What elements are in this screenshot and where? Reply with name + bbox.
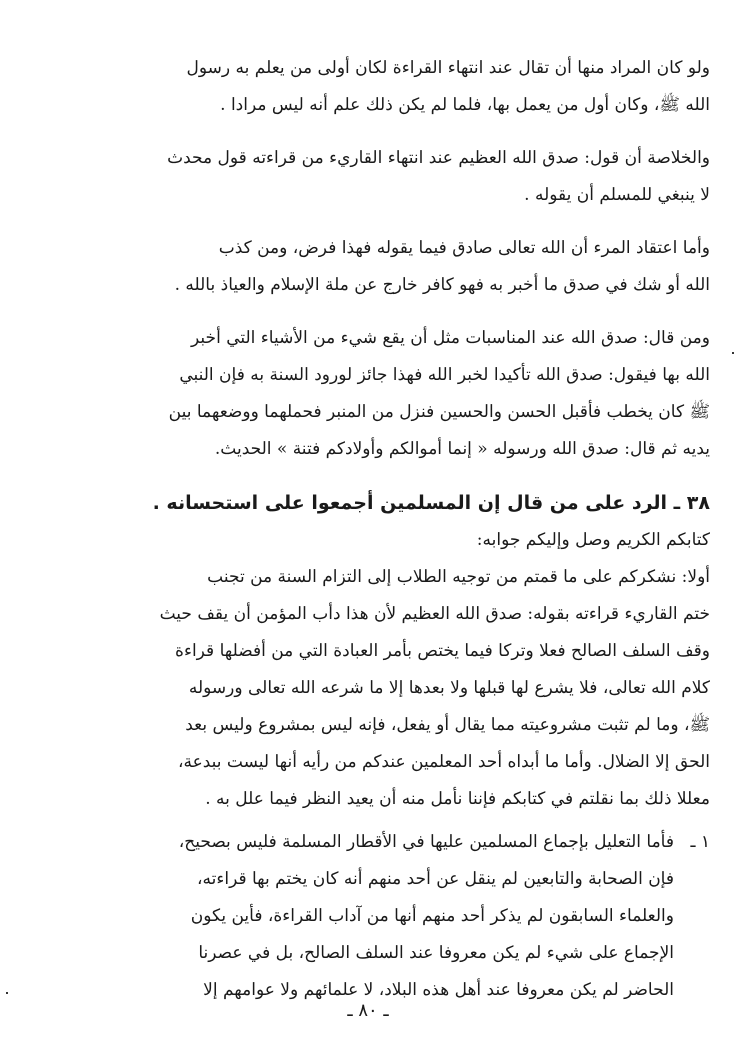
text-line: لا ينبغي للمسلم أن يقوله . — [524, 185, 710, 205]
paragraph-2 — [70, 140, 710, 214]
answer-block — [70, 522, 710, 818]
scan-speck — [732, 352, 734, 354]
text-line: معللا ذلك بما نقلتم في كتابكم فإننا نأمل منه أن يعيد النظر فيما علل به . — [205, 789, 710, 809]
text-line: وأما اعتقاد المرء أن الله تعالى صادق فيما يقوله فهذا فرض، ومن كذب — [218, 238, 710, 258]
text-line: الحق إلا الضلال. وأما ما أبداه أحد المعلمين عندكم من رأيه أنها ليست ببدعة، — [178, 752, 710, 772]
text-line: الله بها فيقول: صدق الله تأكيدا لخبر الله فهذا جائز لورود السنة به فإن النبي — [179, 365, 710, 385]
page-number: ـ ٨٠ ـ — [347, 1000, 389, 1021]
list-item — [70, 824, 710, 1009]
text-line — [70, 824, 710, 861]
text-line: كلام الله تعالى، فلا يشرع لها قبلها ولا بعدها إلا ما شرعه الله تعالى ورسوله — [188, 678, 710, 698]
paragraph-3 — [70, 230, 710, 304]
section-heading: ٣٨ ـ الرد على من قال إن المسلمين أجمعوا على استحسانه . — [152, 492, 710, 514]
list-text: فأما التعليل بإجماع المسلمين عليها في الأقطار المسلمة فليس بصحيح، — [178, 832, 674, 852]
text-line: والعلماء السابقون لم يذكر أحد منهم أنها من آداب القراءة، فأين يكون — [190, 906, 674, 926]
text-line: فإن الصحابة والتابعين لم ينقل عن أحد منهم أنه كان يختم بها قراءته، — [197, 869, 674, 889]
scan-speck — [6, 992, 8, 994]
paragraph-4 — [70, 320, 710, 468]
text-line: الإجماع على شيء لم يكن معروفا عند السلف الصالح، بل في عصرنا — [198, 943, 674, 963]
intro-line: كتابكم الكريم وصل وإليكم جوابه: — [476, 530, 710, 550]
text-line: ولو كان المراد منها أن تقال عند انتهاء القراءة لكان أولى من يعلم به رسول — [186, 58, 710, 78]
text-line: الله ﷺ، وكان أول من يعمل بها، فلما لم يكن ذلك علم أنه ليس مرادا . — [220, 95, 710, 115]
text-line: ﷺ، وما لم تثبت مشروعيته مما يقال أو يفعل، فإنه ليس بمشروع وليس بعد — [185, 715, 710, 735]
text-line: الحاضر لم يكن معروفا عند أهل هذه البلاد، لا علمائهم ولا عوامهم إلا — [203, 980, 674, 1000]
text-line: يديه ثم قال: صدق الله ورسوله « إنما أموالكم وأولادكم فتنة » الحديث. — [214, 439, 710, 459]
paragraph-1 — [70, 50, 710, 124]
text-line: ﷺ كان يخطب فأقبل الحسن والحسين فنزل من المنبر فحملهما ووضعهما بين — [168, 402, 710, 422]
text-line: وقف السلف الصالح فعلا وتركا فيما يختص بأمر العبادة التي من أفضلها قراءة — [175, 641, 710, 661]
text-line: ختم القاريء قراءته بقوله: صدق الله العظيم لأن هذا دأب المؤمن أن يقف حيث — [159, 604, 710, 624]
text-line: أولا: نشكركم على ما قمتم من توجيه الطلاب إلى التزام السنة من تجنب — [207, 567, 710, 587]
text-line: والخلاصة أن قول: صدق الله العظيم عند انتهاء القاريء من قراءته قول محدث — [167, 148, 710, 168]
list-number: ١ ـ — [690, 832, 710, 852]
text-line: ومن قال: صدق الله عند المناسبات مثل أن يقع شيء من الأشياء التي أخبر — [191, 328, 710, 348]
text-line: الله أو شك في صدق ما أخبر به فهو كافر خارج عن ملة الإسلام والعياذ بالله . — [174, 275, 710, 295]
page-body — [70, 50, 710, 1025]
